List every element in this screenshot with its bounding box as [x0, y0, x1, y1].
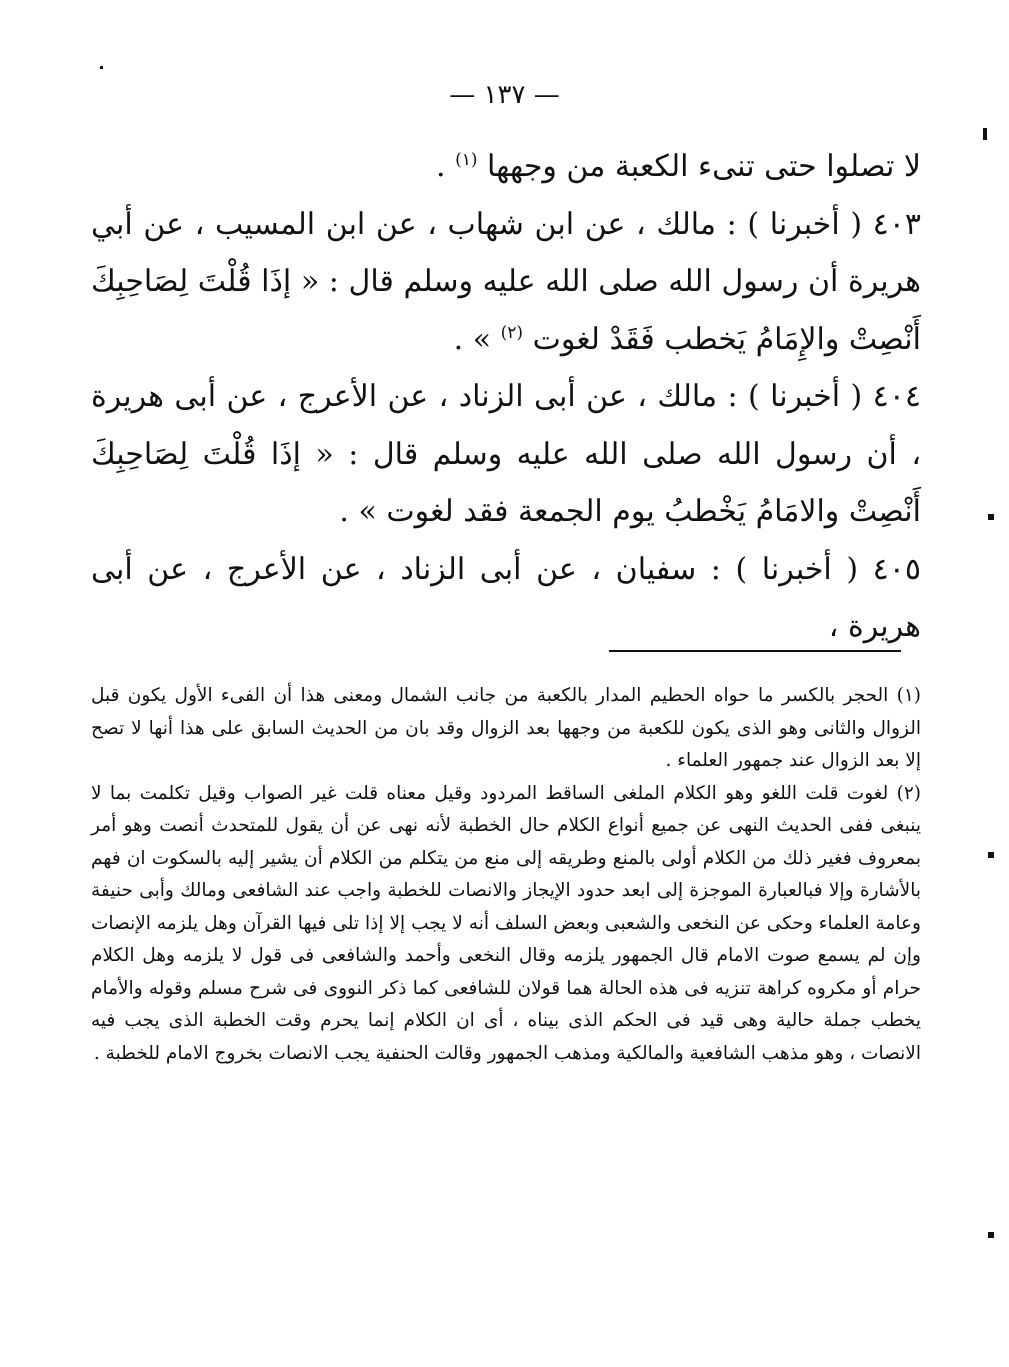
- footnote-2: (٢) لغوت قلت اللغو وهو الكلام الملغى الساقط المردود وقيل معناه قلت غير الصواب وقيل تكلمت بما لا ينبغى ففى الحديث النهى عن جميع أنواع الكلام حال الخطبة لأنه نهى عن أن يقول للمتحدث أنصت وهو أمر بمعروف فغير ذلك من الكلام أولى بالمنع وطريقه إلى منع من يتكلم من الكلام أن يشير إليه بالسكوت ان فهم بالأشارة وإلا فبالعبارة الموجزة إلى ابعد حدود الإيجاز والانصات للخطبة واجب عند الشافعى ومالك وأبى حنيفة وعامة العلماء وحكى عن النخعى والشعبى وبعض السلف أنه لا يجب إلا إذا تلى فيها القرآن وهل يلزمه الإنصات وإن لم يسمع صوت الامام قال الجمهور يلزمه وقال النخعى وأحمد والشافعى فى قول لا يلزمه وهل الكلام حرام أو مكروه كراهة تنزيه فى هذه الحالة هما قولان للشافعى كما ذكر النووى فى شرح مسلم وقوله والأمام يخطب جملة حالية وهى قيد فى الحكم الذى بيناه ، أى ان الكلام إنما يحرم وقت الخطبة الذى يجب فيه الانصات ، وهو مذهب الشافعية والمالكية ومذهب الجمهور وقالت الحنفية يجب الانصات بخروج الامام للخطبة .: [91, 782, 921, 1064]
- main-text: [91, 138, 921, 656]
- hadith-403: [91, 196, 921, 369]
- hadith-403-text: ٤٠٣ ( أخبرنا ) : مالك ، عن ابن شهاب ، عن ابن المسيب ، عن أبي هريرة أن رسول الله صلى الله عليه وسلم قال : « إذَا قُلْتَ لِصَاحِبِكَ أَنْصِتْ والإِمَامُ يَخطب فَقَدْ لغوت: [91, 206, 921, 357]
- footnote-1: (١) الحجر بالكسر ما حواه الحطيم المدار بالكعبة من جانب الشمال ومعنى هذا أن الفىء الأول يكون قبل الزوال والثانى وهو الذى يكون للكعبة من وجهها بعد الزوال وقد بان من الحديث السابق على هذا أنها لا تصح إلا بعد الزوال عند جمهور العلماء .: [91, 685, 921, 771]
- hadith-403-end: » .: [453, 321, 492, 357]
- margin-mark-middle: [988, 514, 994, 520]
- footnote-divider: [609, 650, 901, 652]
- hadith-404: ٤٠٤ ( أخبرنا ) : مالك ، عن أبى الزناد ، عن الأعرج ، عن أبى هريرة ، أن رسول الله صلى الله عليه وسلم قال : « إذَا قُلْتَ لِصَاحِبِكَ أَنْصِتْ والامَامُ يَخْطبُ يوم الجمعة فقد لغوت » .: [91, 379, 921, 529]
- continuation-end: .: [435, 149, 446, 184]
- footnote-ref-1: (١): [455, 150, 478, 170]
- hadith-405: ٤٠٥ ( أخبرنا ) : سفيان ، عن أبى الزناد ، عن الأعرج ، عن أبى هريرة ،: [91, 551, 921, 644]
- footnote-ref-2: (٢): [500, 322, 524, 343]
- continuation-line: [91, 138, 921, 196]
- footnotes: [91, 680, 921, 1070]
- continuation-text: لا تصلوا حتى تنىء الكعبة من وجهها: [487, 149, 921, 184]
- margin-mark-bottom: [988, 1232, 994, 1238]
- margin-mark-footnote: [988, 852, 994, 858]
- margin-speck: [100, 66, 103, 69]
- page-number: — ١٣٧ —: [449, 80, 560, 110]
- margin-mark-top: [983, 128, 987, 140]
